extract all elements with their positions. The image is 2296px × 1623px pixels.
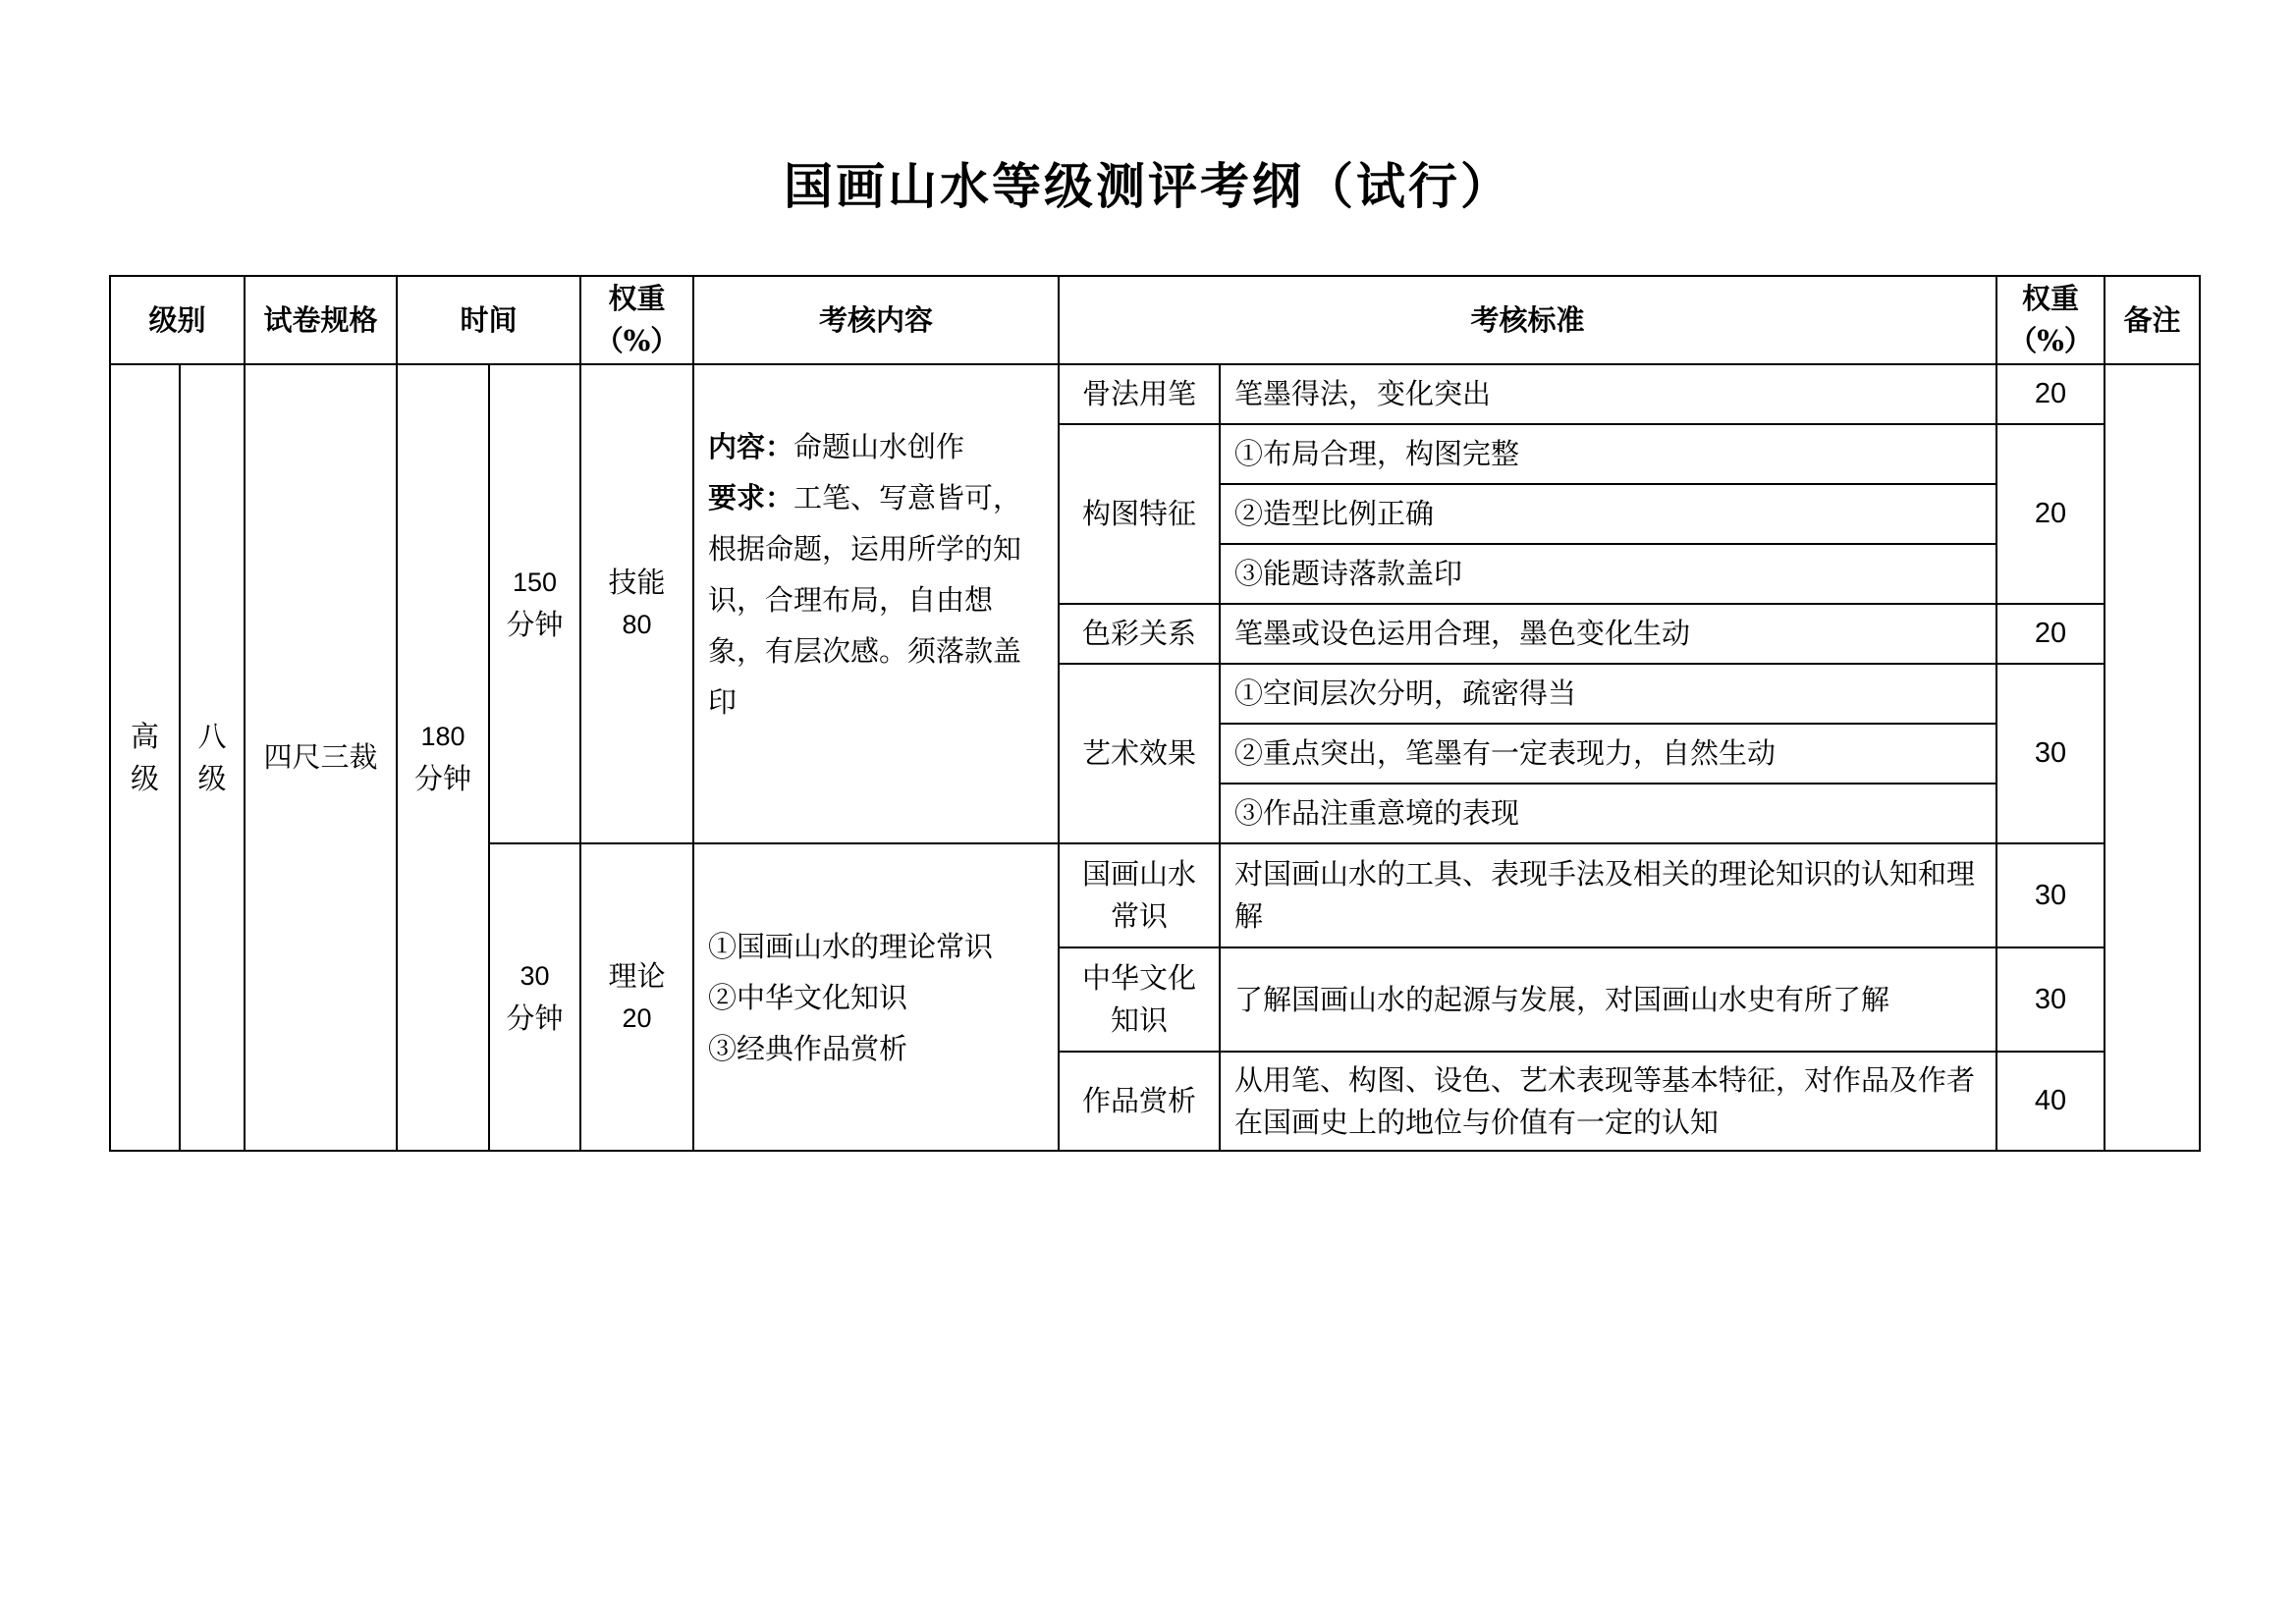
syllabus-table [109, 275, 2201, 1152]
header-paper-spec: 试卷规格 [245, 276, 397, 364]
level-grade-line1: 八 [197, 719, 227, 753]
criterion-name-line1: 中华文化 [1082, 961, 1197, 995]
skill-requirement-label: 要求： [708, 481, 794, 514]
theory-weight-label: 理论 [608, 958, 666, 993]
criterion-name-line2: 知识 [1111, 1003, 1169, 1037]
header-level: 级别 [110, 276, 245, 364]
header-time: 时间 [397, 276, 580, 364]
criterion-item: 从用笔、构图、设色、艺术表现等基本特征，对作品及作者在国画史上的地位与价值有一定的认知 [1220, 1052, 1996, 1151]
theory-content-item: ②中华文化知识 [708, 980, 908, 1014]
level-grade-line2: 级 [197, 761, 227, 795]
theory-weight-cell [580, 843, 693, 1151]
criterion-name [1059, 1052, 1220, 1151]
criterion-name-line1: 国画山水 [1082, 857, 1197, 891]
level-grade-cell [180, 364, 245, 1151]
criterion-name-line2: 常识 [1111, 899, 1169, 933]
criterion-item: ②造型比例正确 [1220, 484, 1996, 544]
criterion-weight: 20 [1996, 364, 2105, 424]
criterion-name: 骨法用笔 [1059, 364, 1220, 424]
criterion-item: 笔墨或设色运用合理，墨色变化生动 [1220, 604, 1996, 664]
theory-time-unit: 分钟 [506, 1001, 564, 1035]
criterion-weight: 20 [1996, 604, 2105, 664]
skill-content-text: 命题山水创作 [793, 430, 965, 463]
criterion-weight: 30 [1996, 664, 2105, 843]
header-weight2-line2: （%） [2008, 324, 2093, 357]
criterion-item: ③能题诗落款盖印 [1220, 544, 1996, 604]
criterion-item: 对国画山水的工具、表现手法及相关的理论知识的认知和理解 [1220, 843, 1996, 947]
total-time-cell [397, 364, 489, 1151]
total-time-value: 180 [420, 721, 465, 751]
criterion-name [1059, 947, 1220, 1052]
theory-content-item: ①国画山水的理论常识 [708, 929, 994, 963]
criterion-item: ①空间层次分明，疏密得当 [1220, 664, 1996, 724]
header-weight [580, 276, 693, 364]
skill-time-value: 150 [512, 568, 558, 597]
table-row [110, 364, 2200, 424]
criterion-item: ③作品注重意境的表现 [1220, 784, 1996, 843]
criterion-item: ①布局合理，构图完整 [1220, 424, 1996, 484]
skill-content-label: 内容： [708, 430, 794, 463]
criterion-name-line1: 作品赏析 [1082, 1084, 1197, 1117]
header-weight-line2: （%） [594, 324, 680, 357]
criterion-item: 笔墨得法，变化突出 [1220, 364, 1996, 424]
criterion-name: 艺术效果 [1059, 664, 1220, 843]
header-content: 考核内容 [693, 276, 1059, 364]
header-weight-line1: 权重 [608, 282, 666, 315]
skill-weight-value: 80 [622, 610, 652, 639]
skill-time-cell [489, 364, 580, 843]
criterion-name: 色彩关系 [1059, 604, 1220, 664]
theory-weight-value: 20 [622, 1002, 652, 1033]
level-tier-cell [110, 364, 180, 1151]
theory-content-item: ③经典作品赏析 [708, 1031, 908, 1065]
header-remarks: 备注 [2105, 276, 2200, 364]
skill-weight-cell [580, 364, 693, 843]
header-weight2 [1996, 276, 2105, 364]
page-title: 国画山水等级测评考纲（试行） [784, 157, 1512, 215]
total-time-unit: 分钟 [414, 761, 472, 795]
criterion-weight: 30 [1996, 843, 2105, 947]
theory-time-cell [489, 843, 580, 1151]
skill-requirement-text: 工笔、写意皆可，根据命题，运用所学的知识，合理布局，自由想象，有层次感。须落款盖印 [708, 481, 1022, 719]
theory-content-cell [693, 843, 1059, 1151]
header-weight2-line1: 权重 [2022, 282, 2080, 315]
paper-spec-cell: 四尺三裁 [245, 364, 397, 1151]
criterion-name [1059, 843, 1220, 947]
criterion-weight: 30 [1996, 947, 2105, 1052]
criterion-item: ②重点突出，笔墨有一定表现力，自然生动 [1220, 724, 1996, 784]
criterion-weight: 40 [1996, 1052, 2105, 1151]
criterion-weight: 20 [1996, 424, 2105, 604]
header-standard: 考核标准 [1059, 276, 1996, 364]
remarks-cell [2105, 364, 2200, 1151]
criterion-item: 了解国画山水的起源与发展，对国画山水史有所了解 [1220, 947, 1996, 1052]
header-row [110, 276, 2200, 364]
level-tier-line1: 高 [130, 719, 159, 753]
skill-content-cell [693, 364, 1059, 843]
level-tier-line2: 级 [130, 761, 159, 795]
criterion-name: 构图特征 [1059, 424, 1220, 604]
skill-time-unit: 分钟 [506, 608, 564, 641]
theory-time-value: 30 [519, 960, 550, 991]
skill-weight-label: 技能 [608, 566, 666, 599]
